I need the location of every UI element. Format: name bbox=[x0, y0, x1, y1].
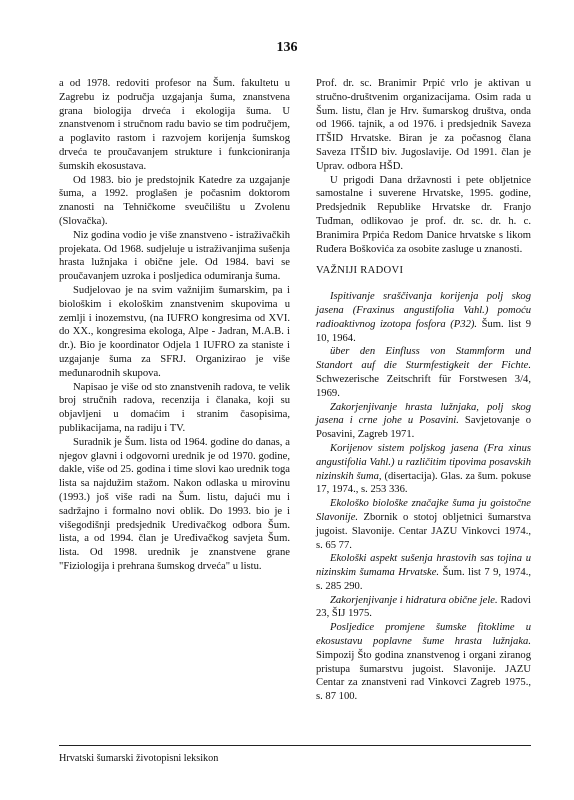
reference-title: Posljedice promjene šumske fitoklime u ekosustavu poplavne šume hrasta lužnjaka. bbox=[316, 622, 531, 648]
reference-item bbox=[316, 552, 531, 593]
body-paragraph: Niz godina vodio je više znanstveno - istraživačkih projekata. Od 1968. sudjeluje u istraživanjima sušenja hrasta lužnjaka i obične jele. Od 1984. bavi se proučavanjem uzroka i posljedica odumiranja šuma. bbox=[59, 229, 290, 283]
left-column bbox=[59, 77, 290, 574]
reference-source: Šum. list 7 9, 1974., s. 285 290. bbox=[316, 567, 531, 592]
reference-title: über den Einfluss von Stammform und Standort auf die Sturmfestigkeit der Fichte. bbox=[316, 346, 531, 372]
reference-title: Korijenov sistem poljskog jasena (Fra xinus angustifolia Vahl.) u različitim tipovima posavskih nizinskih šuma, bbox=[316, 442, 531, 482]
body-paragraph: a od 1978. redoviti profesor na Šum. fakultetu u Zagrebu iz područja uzgajanja šuma, znanstvena grana biologija drveća i ekologija šuma. U znanstvenom i stručnom radu bavio se tim područjem, a poglavito rastom i razvojem korijenja šumskog drveća te proučavanjem strukture i funkcioniranja šumskih ekosustava. bbox=[59, 78, 290, 172]
reference-source: Savjetovanje o Posavini, Zagreb 1971. bbox=[316, 415, 531, 441]
reference-item bbox=[316, 621, 531, 704]
reference-source: Radovi 23, ŠIJ 1975. bbox=[316, 594, 531, 620]
reference-item bbox=[316, 442, 531, 497]
reference-item bbox=[316, 401, 531, 442]
reference-source: Simpozij Što godina znanstvenog i organi ziranog pristupa šumarstvu jugoist. Slavonije. JAZU Centar za znanstveni rad Vinkovci Zagreb 1975., s. 87 100. bbox=[316, 649, 531, 703]
reference-source: Schwezerische Zeitschrift für Forstwesen 3/4, 1969. bbox=[316, 373, 531, 399]
right-column bbox=[316, 77, 531, 704]
reference-title: Ekološko biološke značajke šuma ju goistočne Slavonije. bbox=[316, 498, 531, 523]
reference-source: Zbornik o stotoj obljetnici šumarstva jugoist. Slavonije. Centar JAZU Vinkovci 1974., s. 65 77. bbox=[316, 511, 531, 551]
reference-title: Zakorjenjivanje i hidratura obične jele. bbox=[330, 594, 498, 606]
body-paragraph: Prof. dr. sc. Branimir Prpić vrlo je aktivan u stručno-društvenim organizacijama. Osim rada u Šum. listu, član je Hrv. šumarskog društva, onda od 1966. tajnik, a od 1976. i predsjednik Saveza ITŠID Hrvatske. Biran je za počasnog člana Saveza ITŠID biv. Jugoslavije. Od 1991. član je Uprav. odbora HŠD. bbox=[316, 78, 531, 172]
reference-item bbox=[316, 290, 531, 345]
reference-list bbox=[316, 290, 531, 704]
reference-title: Zakorjenjivanje hrasta lužnjaka, polj skog jasena i crne johe u Posavini. bbox=[316, 401, 531, 427]
reference-item bbox=[316, 345, 531, 400]
reference-title: Ekološki aspekt sušenja hrastovih sas tojina u nizinskim šumama Hrvatske. bbox=[316, 553, 531, 579]
body-paragraph: U prigodi Dana državnosti i pete obljetnice samostalne i suverene Hrvatske, 1995. godine, Predsjednik Republike Hrvatske dr. Franjo Tuđman, odlikovao je prof. dr. sc. dr. h. c. Branimira Prpića Redom Danice hrvatske s likom Ruđera Boškovića za osobite zasluge u znanosti. bbox=[316, 174, 531, 255]
reference-item bbox=[316, 497, 531, 552]
reference-source: Šum. list 9 10, 1964. bbox=[316, 318, 531, 344]
page-number: 136 bbox=[276, 40, 298, 55]
body-paragraph: Sudjelovao je na svim važnijim šumarskim, pa i biološkim i ekološkim znanstvenim skupovima u zemlji i inozemstvu, (na IUFRO kongresima od XVI. do XX., kongresima ekologa, Alpe - Jadran, M.A.B. i dr.). Bio je koordinator Odjela 1 IUFRO za staniste i uzgajanje šuma za SFRJ. Organizirao je više međunarodnih skupova. bbox=[59, 284, 290, 379]
reference-item bbox=[316, 594, 531, 622]
reference-title: Ispitivanje sraščivanja korijenja polj skog jasena (Fraxinus angustifolia Vahl.) pomoću radioaktivnog izotopa fosfora (P32). bbox=[316, 291, 531, 330]
running-footer: Hrvatski šumarski životopisni leksikon bbox=[59, 753, 219, 764]
section-heading: VAŽNIJI RADOVI bbox=[316, 265, 404, 277]
body-paragraph: Napisao je više od sto znanstvenih radova, te velik broj stručnih radova, recenzija i članaka, koji su objavljeni u domaćim i stranim časopisima, publikacijama, na radiju i TV. bbox=[59, 381, 290, 434]
body-paragraph: Suradnik je Šum. lista od 1964. godine do danas, a njegov glavni i odgovorni urednik je od 1970. godine, dakle, više od 25. godina i time slovi kao urednik toga lista sa najdužim stažom. Nakon odlaska u mirovinu (1993.) još više radi na Šum. listu, dajući mu i sadržajno i formalno novi oblik. Do 1993. bio je i višegodišnji predsjednik Uredivačkog odbora Šum. lista, a od 1994. član je Uređivačkog savjeta Šum. lista. Od 1998. urednik je znanstvene grane "Fiziologija i prehrana šumskog drveća" u listu. bbox=[59, 436, 290, 572]
footer-rule bbox=[59, 745, 531, 746]
body-paragraph: Od 1983. bio je predstojnik Katedre za uzgajanje šuma, a 1992. proglašen je počasnim doktorom znanosti na Tehničkome sveučilištu u Zvolenu (Slovačka). bbox=[59, 174, 290, 227]
reference-source: (disertacija). Glas. za šum. pokuse 17, 1974., s. 253 336. bbox=[316, 470, 531, 496]
